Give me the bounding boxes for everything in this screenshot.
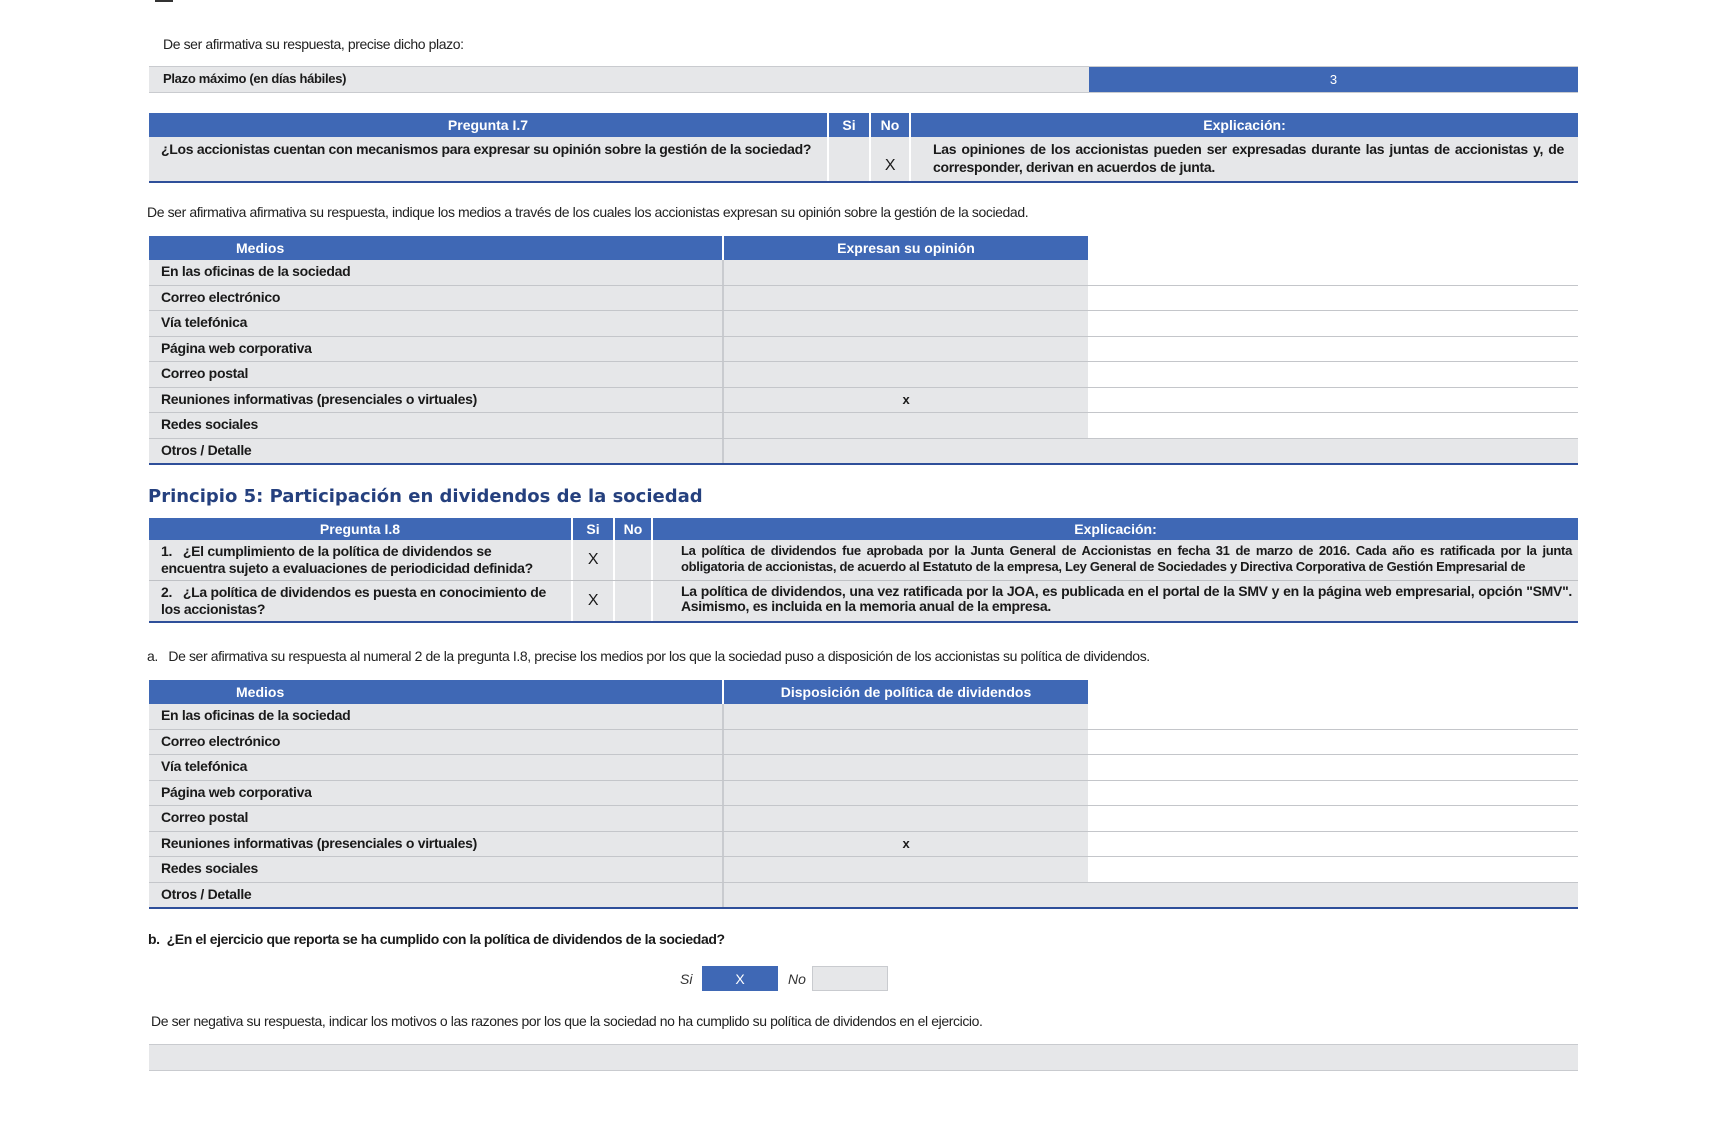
- medio-label: En las oficinas de la sociedad: [149, 704, 724, 729]
- plazo-row: [149, 66, 1578, 93]
- q18-row1-text: ¿El cumplimiento de la política de dividendos se encuentra sujeto a evaluaciones de periodicidad definida?: [161, 543, 533, 576]
- q18-table: [149, 518, 1578, 623]
- medio-value[interactable]: [724, 362, 1088, 387]
- medio-value[interactable]: [724, 311, 1088, 336]
- medios2-intro-letter: a.: [147, 648, 158, 664]
- qb-answer: [680, 966, 888, 991]
- plazo-intro: De ser afirmativa su respuesta, precise dicho plazo:: [163, 36, 464, 52]
- medio-label: Redes sociales: [149, 857, 724, 882]
- medio-value[interactable]: x: [724, 832, 1088, 857]
- table-row: [149, 730, 1578, 756]
- q18-row1-num: 1.: [161, 543, 173, 559]
- medio-value[interactable]: [724, 883, 1578, 908]
- medio-value[interactable]: x: [724, 388, 1088, 413]
- medio-label: Vía telefónica: [149, 755, 724, 780]
- table-row: [149, 781, 1578, 807]
- q17-header-si: Si: [829, 113, 871, 137]
- q18-header-pregunta: Pregunta I.8: [149, 518, 573, 540]
- q18-row2-si[interactable]: X: [573, 581, 615, 621]
- medios2-header-col: Disposición de política de dividendos: [724, 680, 1088, 704]
- medio-value[interactable]: [724, 439, 1578, 464]
- medio-value[interactable]: [724, 857, 1088, 882]
- q17-no[interactable]: X: [871, 137, 911, 181]
- q18-header-no: No: [615, 518, 653, 540]
- medios1-intro: De ser afirmativa afirmativa su respuesta, indique los medios a través de los cuales los accionistas expresan su opinión sobre la gestión de la sociedad.: [147, 204, 1029, 220]
- table-row: [149, 311, 1578, 337]
- q18-row1-question: [149, 540, 573, 580]
- table-row: [149, 755, 1578, 781]
- medios2-intro: [147, 648, 1150, 664]
- q18-row1-no[interactable]: [615, 540, 653, 580]
- q18-header-explicacion: Explicación:: [653, 518, 1578, 540]
- q17-table: [149, 113, 1578, 183]
- medio-label: Página web corporativa: [149, 781, 724, 806]
- medios1-header-col: Expresan su opinión: [724, 236, 1088, 260]
- medio-value[interactable]: [724, 413, 1088, 438]
- medios2-rows: [149, 704, 1578, 909]
- q18-row2-question: [149, 581, 573, 621]
- table-row: [149, 806, 1578, 832]
- medio-value[interactable]: [724, 755, 1088, 780]
- table-row: [149, 388, 1578, 414]
- qb-question: [148, 931, 725, 947]
- medios1-rows: [149, 260, 1578, 465]
- table-row: [149, 883, 1578, 910]
- medio-value[interactable]: [724, 806, 1088, 831]
- q18-row1-explanation[interactable]: La política de dividendos fue aprobada por la Junta General de Accionistas en fecha 31 de marzo de 2016. Cada año es ratificada por la junta obligatoria de accionistas, de acuerdo al Estatuto de la empresa, Ley General de Sociedades y Directiva Corporativa de Gestión Empresarial de: [653, 540, 1578, 580]
- qb-no-box[interactable]: [812, 966, 888, 991]
- medio-label: Vía telefónica: [149, 311, 724, 336]
- medio-label: Redes sociales: [149, 413, 724, 438]
- medio-label: Otros / Detalle: [149, 883, 724, 908]
- table-row: [149, 832, 1578, 858]
- medio-label: Correo postal: [149, 362, 724, 387]
- q18-row1-si[interactable]: X: [573, 540, 615, 580]
- q18-row2-explanation[interactable]: La política de dividendos, una vez ratificada por la JOA, es publicada en el portal de la SMV y en la página web empresarial, opción "SMV". Asimismo, es incluida en la memoria anual de la empresa.: [653, 581, 1578, 621]
- qb-no-label: No: [788, 970, 806, 987]
- negativa-intro: De ser negativa su respuesta, indicar los motivos o las razones por los que la sociedad no ha cumplido su política de dividendos en el ejercicio.: [151, 1013, 983, 1029]
- qb-si-label: Si: [680, 970, 693, 987]
- qb-letter: b.: [148, 931, 160, 947]
- q18-row2-no[interactable]: [615, 581, 653, 621]
- medio-label: Correo electrónico: [149, 730, 724, 755]
- medio-label: Correo postal: [149, 806, 724, 831]
- medios1-table: [149, 236, 1578, 465]
- plazo-label: Plazo máximo (en días hábiles): [149, 67, 1089, 92]
- table-row: [149, 362, 1578, 388]
- medio-label: Reuniones informativas (presenciales o virtuales): [149, 388, 724, 413]
- qb-text: ¿En el ejercicio que reporta se ha cumplido con la política de dividendos de la sociedad?: [166, 931, 725, 947]
- page-edge-mark: [155, 0, 173, 2]
- medio-label: En las oficinas de la sociedad: [149, 260, 724, 285]
- table-row: [149, 260, 1578, 286]
- table-row: [149, 337, 1578, 363]
- q18-header-si: Si: [573, 518, 615, 540]
- plazo-value[interactable]: 3: [1089, 67, 1578, 92]
- q17-explanation[interactable]: Las opiniones de los accionistas pueden ser expresadas durante las juntas de accionistas y, de corresponder, derivan en acuerdos de junta.: [911, 137, 1578, 181]
- q17-header-no: No: [871, 113, 911, 137]
- q18-row2-text: ¿La política de dividendos es puesta en conocimiento de los accionistas?: [161, 584, 546, 617]
- q17-si[interactable]: [829, 137, 871, 181]
- negativa-field[interactable]: [149, 1044, 1578, 1071]
- medio-label: Reuniones informativas (presenciales o virtuales): [149, 832, 724, 857]
- q17-question: ¿Los accionistas cuentan con mecanismos para expresar su opinión sobre la gestión de la sociedad?: [149, 137, 829, 181]
- q17-header-pregunta: Pregunta I.7: [149, 113, 829, 137]
- medio-label: Página web corporativa: [149, 337, 724, 362]
- table-row: [149, 286, 1578, 312]
- q18-row2-num: 2.: [161, 584, 173, 600]
- principio5-title: Principio 5: Participación en dividendos de la sociedad: [148, 486, 703, 507]
- medio-value[interactable]: [724, 730, 1088, 755]
- medios1-header-medios: Medios: [149, 236, 724, 260]
- medios2-table: [149, 680, 1578, 909]
- table-row: [149, 439, 1578, 466]
- medio-value[interactable]: [724, 260, 1088, 285]
- medio-value[interactable]: [724, 704, 1088, 729]
- table-row: [149, 413, 1578, 439]
- medio-value[interactable]: [724, 286, 1088, 311]
- qb-si-box[interactable]: X: [702, 966, 778, 991]
- medio-label: Otros / Detalle: [149, 439, 724, 464]
- medios2-intro-text: De ser afirmativa su respuesta al numeral 2 de la pregunta I.8, precise los medios por los que la sociedad puso a disposición de los accionistas su política de dividendos.: [168, 648, 1150, 664]
- table-row: [149, 704, 1578, 730]
- q17-header-explicacion: Explicación:: [911, 113, 1578, 137]
- medios2-header-medios: Medios: [149, 680, 724, 704]
- medio-value[interactable]: [724, 781, 1088, 806]
- table-row: [149, 857, 1578, 883]
- medio-label: Correo electrónico: [149, 286, 724, 311]
- medio-value[interactable]: [724, 337, 1088, 362]
